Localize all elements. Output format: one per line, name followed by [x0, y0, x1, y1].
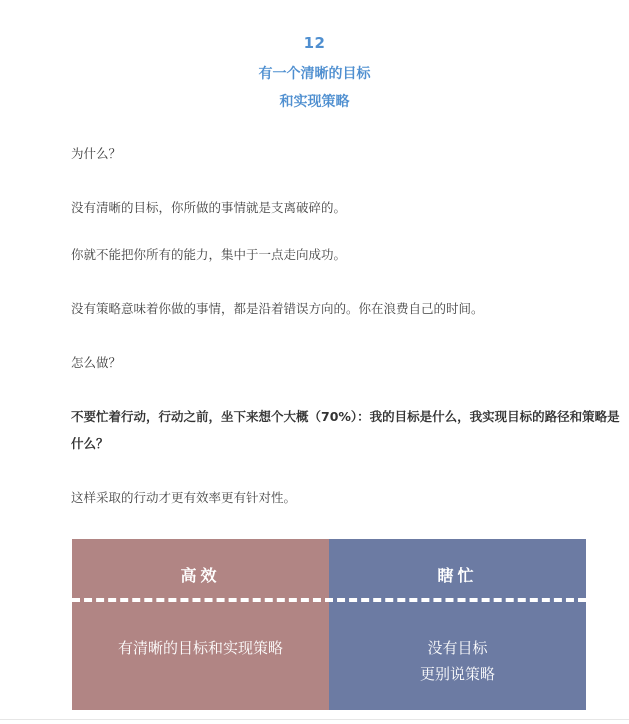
- paragraph-no-goal: 没有清晰的目标，你所做的事情就是支离破碎的。: [71, 200, 347, 215]
- question-how: 怎么做？: [71, 355, 122, 370]
- bottom-separator: [0, 719, 629, 720]
- section-number: 12: [303, 34, 326, 52]
- efficient-description: 有清晰的目标和实现策略: [117, 639, 283, 657]
- comparison-table: [72, 539, 586, 710]
- busy-description: [329, 635, 586, 687]
- busy-column: [329, 539, 586, 710]
- busy-description-line1: 没有目标: [427, 639, 488, 657]
- section-title-line1: 有一个清晰的目标: [258, 66, 371, 82]
- busy-description-line2: 更别说策略: [419, 665, 495, 683]
- efficient-column: [72, 539, 329, 710]
- question-why: 为什么？: [71, 146, 122, 161]
- busy-header: 瞎忙: [437, 566, 478, 585]
- paragraph-no-strategy: 没有策略意味着你做的事情，都是沿着错误方向的。你在浪费自己的时间。: [71, 301, 484, 316]
- section-title-line2: 和实现策略: [279, 94, 350, 110]
- dashed-divider: [72, 598, 586, 602]
- paragraph-conclusion: 这样采取的行动才更有效率更有针对性。: [71, 490, 297, 505]
- efficient-header: 高效: [180, 566, 221, 585]
- paragraph-no-focus: 你就不能把你所有的能力，集中于一点走向成功。: [71, 247, 347, 262]
- paragraph-advice: 不要忙着行动，行动之前，坐下来想个大概（70%）：我的目标是什么，我实现目标的路径和策略是什么？: [71, 409, 620, 451]
